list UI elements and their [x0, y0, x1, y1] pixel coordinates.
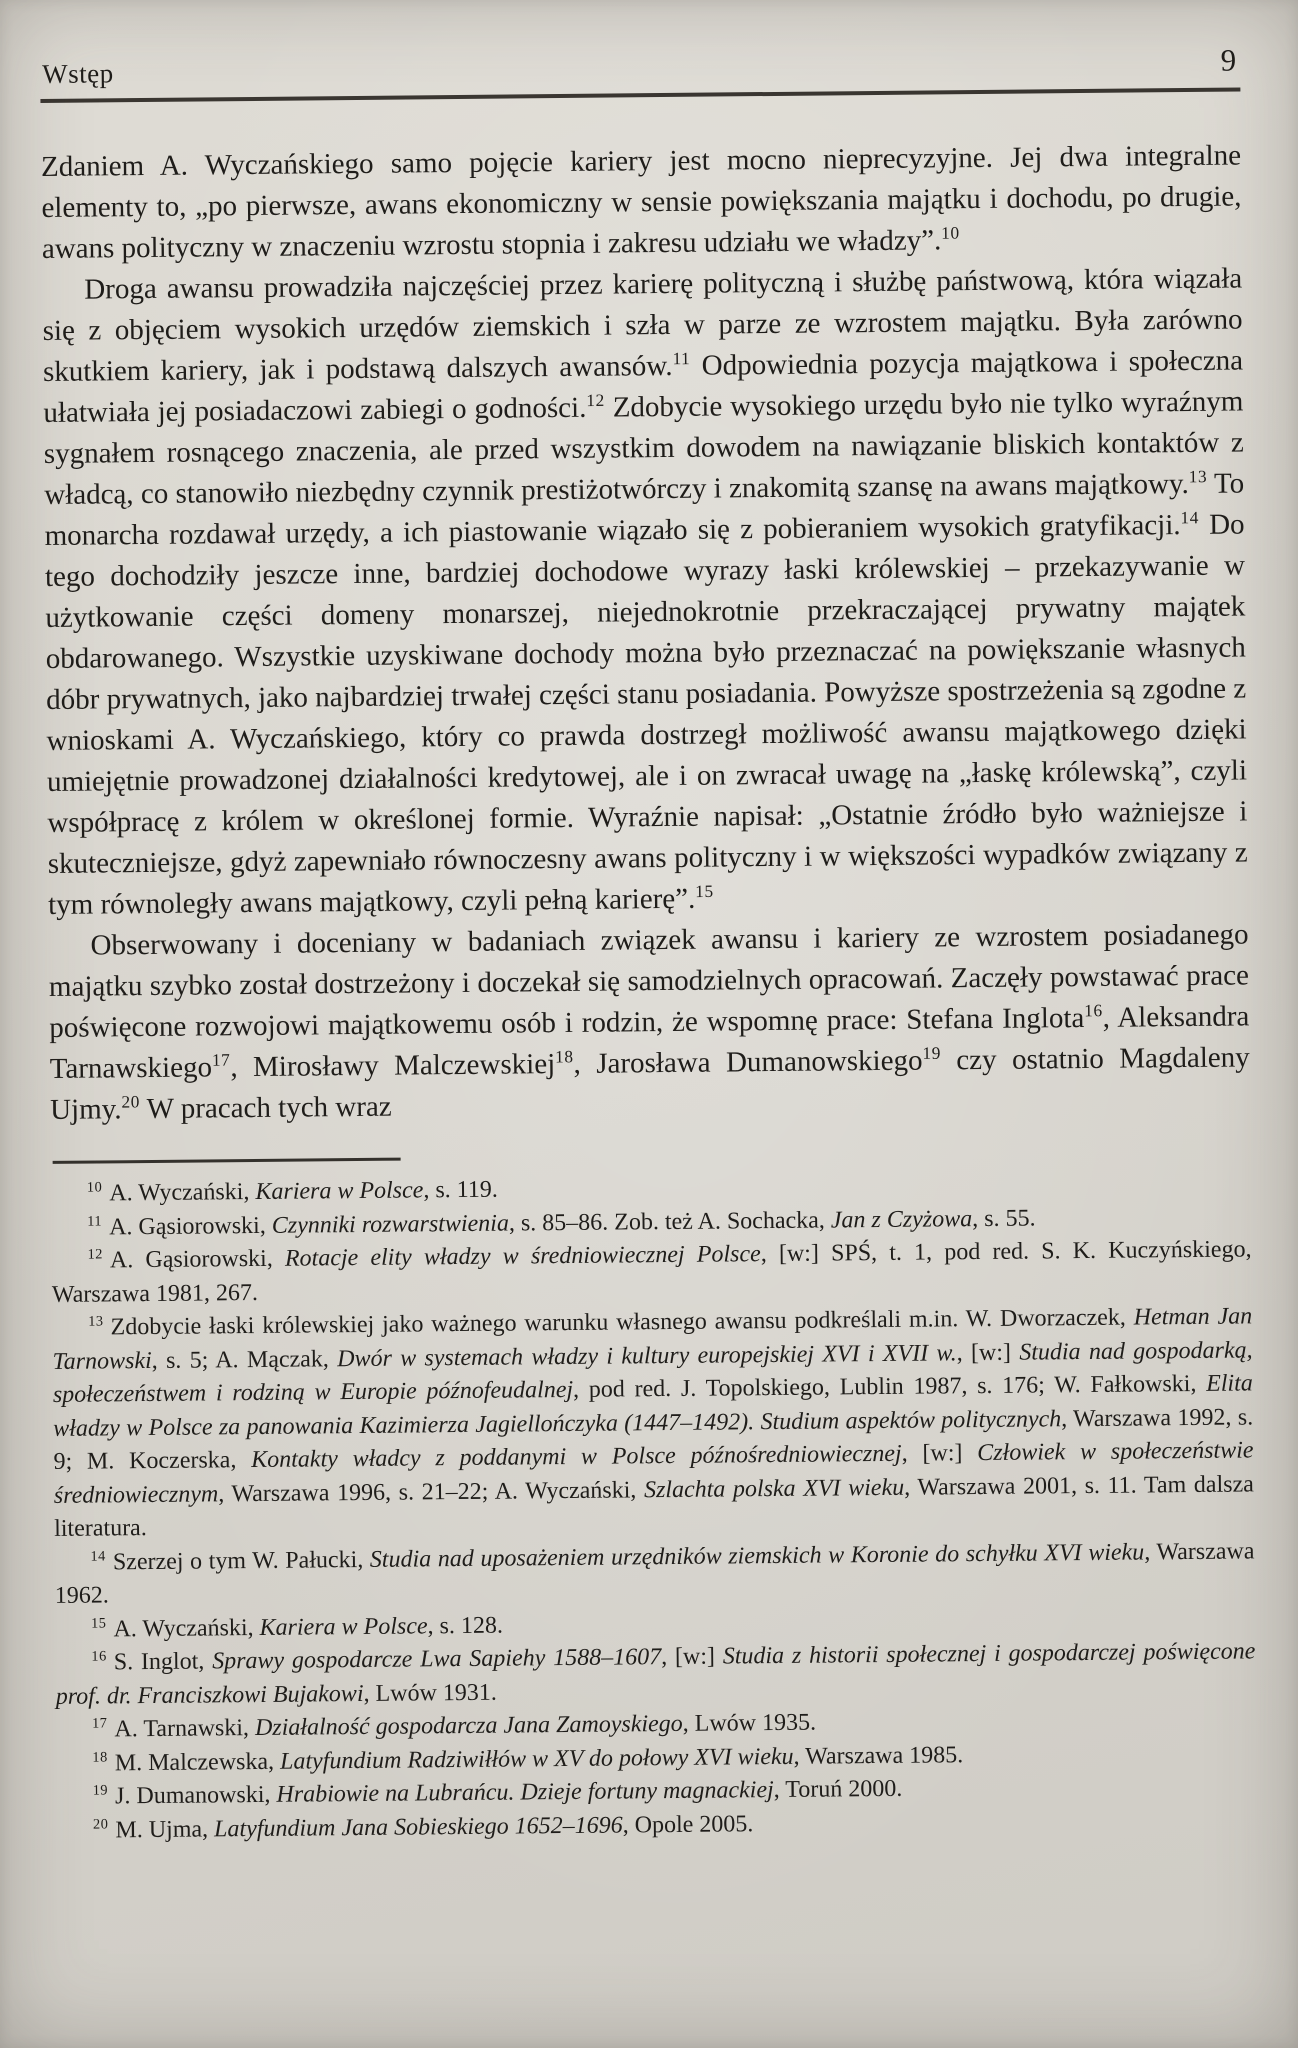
cited-title: Jan z Czyżowa [830, 1205, 973, 1233]
footnote-item: $^{10}$ A. Wyczański, Kariera w Polsce, s. 119. [86, 1176, 498, 1207]
cited-title: Rotacje elity władzy w średniowiecznej Polsce [284, 1241, 761, 1272]
footnote-number: 17 [91, 1715, 108, 1732]
footnote-item: $^{12}$ A. Gąsiorowski, Rotacje elity władzy w średniowiecznej Polsce, [w:] SPŚ, t. 1, pod red. S. K. Kuczyńskiego, Warszawa 1981, 267. [51, 1236, 1252, 1308]
footnote-ref: 10 [941, 222, 960, 243]
footnote-ref: 12 [586, 389, 605, 411]
footnote-number: 12 [87, 1246, 103, 1263]
footnote-number: 13 [88, 1313, 104, 1330]
body-paragraph: Zdaniem A. Wyczańskiego samo pojęcie kariery jest mocno nieprecyzyjne. Jej dwa integralne elementy to, „po pierwsze, awans ekonomiczny w sensie powiększania majątku i dochodu, po drugie, awans polityczny w znaczeniu wzrostu stopnia i zakresu udziału we władzy”.$^{10}$ [40, 139, 1242, 265]
footnote-item: $^{15}$ A. Wyczański, Kariera w Polsce, s. 128. [90, 1612, 504, 1642]
page-number: 9 [1220, 42, 1237, 78]
footnote-ref: 14 [1180, 507, 1199, 528]
footnote-item: $^{19}$ J. Dumanowski, Hrabiowie na Lubrańcu. Dzieje fortuny magnackiej, Toruń 2000. [92, 1775, 903, 1810]
cited-title: Hetman Jan Tarnowski [52, 1303, 1253, 1375]
cited-title: Studia nad uposażeniem urzędników ziemskich w Koronie do schyłku XVI wieku [369, 1538, 1145, 1573]
cited-title: Człowiek w społeczeństwie średniowiecznym [53, 1437, 1254, 1509]
cited-title: Sprawy gospodarcze Lwa Sapiehy 1588–1607 [212, 1644, 662, 1675]
footnote-number: 11 [87, 1212, 103, 1230]
cited-title: Latyfundium Radziwiłłów w XV do połowy XVI wieku [279, 1743, 794, 1775]
footnote-item: $^{18}$ M. Malczewska, Latyfundium Radziwiłłów w XV do połowy XVI wieku, Warszawa 1985. [92, 1741, 964, 1776]
running-head [40, 42, 1240, 103]
footnote-ref: 16 [1084, 1000, 1103, 1021]
cited-title: Czynniki rozwarstwienia [271, 1210, 510, 1239]
footnote-ref: 19 [922, 1042, 941, 1063]
section-title: Wstęp [42, 58, 114, 89]
cited-title: Hrabiowie na Lubrańcu. Dzieje fortuny magnackiej [276, 1777, 774, 1808]
body-text [41, 135, 1250, 1130]
cited-title: Kariera w Polsce [255, 1177, 424, 1205]
footnote-ref: 11 [672, 348, 691, 369]
footnote-item: $^{20}$ M. Ujma, Latyfundium Jana Sobieskiego 1652–1696, Opole 2005. [92, 1810, 754, 1843]
cited-title: Elita władzy w Polsce za panowania Kazimierza Jagiellończyka (1447–1492). Studium aspektów politycznych [53, 1370, 1253, 1442]
cited-title: Studia z historii społecznej i gospodarczej poświęcone prof. dr. Franciszkowi Bujakowi [55, 1638, 1256, 1710]
cited-title: Szlachta polska XVI wieku [643, 1474, 905, 1503]
footnote-number: 16 [91, 1648, 107, 1665]
footnote-ref: 18 [555, 1046, 574, 1067]
footnote-ref: 17 [211, 1049, 231, 1070]
cited-title: Działalność gospodarcza Jana Zamoyskiego [254, 1710, 683, 1742]
footnote-item: $^{17}$ A. Tarnawski, Działalność gospodarcza Jana Zamoyskiego, Lwów 1935. [91, 1709, 817, 1743]
footnote-ref: 13 [1188, 466, 1208, 487]
footnote-item: $^{14}$ Szerzej o tym W. Pałucki, Studia nad uposażeniem urzędników ziemskich w Koronie do schyłku XVI wieku, Warszawa 1962. [54, 1537, 1255, 1609]
cited-title: Kariera w Polsce [259, 1612, 428, 1641]
cited-title: Dwór w systemach władzy i kultury europejskiej XVI i XVII w. [337, 1339, 957, 1372]
footnote-separator [53, 1158, 401, 1164]
footnote-ref: 15 [695, 880, 714, 902]
footnote-number: 20 [92, 1815, 109, 1833]
footnote-number: 15 [90, 1614, 107, 1632]
footnote-number: 19 [92, 1782, 109, 1799]
footnotes [51, 1166, 1257, 1847]
cited-title: Studia nad gospodarką, społeczeństwem i rodziną w Europie późnofeudalnej [52, 1336, 1253, 1408]
cited-title: Latyfundium Jana Sobieskiego 1652–1696 [213, 1811, 623, 1842]
footnote-item: $^{16}$ S. Inglot, Sprawy gospodarcze Lwa Sapiehy 1588–1607, [w:] Studia z historii społecznej i gospodarczej poświęcone prof. dr. Franciszkowi Bujakowi, Lwów 1931. [55, 1638, 1256, 1710]
footnote-item: $^{13}$ Zdobycie łaski królewskiej jako ważnego warunku własnego awansu podkreślali m.in. W. Dworzaczek, Hetman Jan Tarnowski, s. 5; A. Mączak, Dwór w systemach władzy i kultury europejskiej XVI i XVII w., [w:] Studia nad gospodarką, społeczeństwem i rodziną w Europie późnofeudalnej, pod red. J. Topolskiego, Lublin 1987, s. 176; W. Fałkowski, Elita władzy w Polsce za panowania Kazimierza Jagiellończyka (1447–1492). Studium aspektów politycznych, Warszawa 1992, s. 9; M. Koczerska, Kontakty władcy z poddanymi w Polsce późnośredniowiecznej, [w:] Człowiek w społeczeństwie średniowiecznym, Warszawa 1996, s. 21–22; A. Wyczański, Szlachta polska XVI wieku, Warszawa 2001, s. 11. Tam dalsza literatura. [52, 1303, 1254, 1542]
footnote-number: 10 [86, 1179, 103, 1196]
footnote-number: 14 [90, 1547, 106, 1565]
body-paragraph: Droga awansu prowadziła najczęściej przez karierę polityczną i służbę państwową, która wiązała się z objęciem wysokich urzędów ziemskich i szła w parze ze wzrostem majątku. Była zarówno skutkiem kariery, jak i podstawą dalszych awansów.$^{11}$ Odpowiednia pozycja majątkowa i społeczna ułatwiała jej posiadaczowi zabiegi o godności.$^{12}$ Zdobycie wysokiego urzędu było nie tylko wyraźnym sygnałem rosnącego znaczenia, ale przed wszystkim dowodem na nawiązanie bliskich kontaktów z władcą, co stanowiło niezbędny czynnik prestiżotwórczy i znakomitą szansę na awans majątkowy.$^{13}$ To monarcha rozdawał urzędy, a ich piastowanie wiązało się z pobieraniem wysokich gratyfikacji.$^{14}$ Do tego dochodziły jeszcze inne, bardziej dochodowe wyrazy łaski królewskiej – przekazywanie w użytkowanie części domeny monarszej, niejednokrotnie przekraczającej prywatny majątek obdarowanego. Wszystkie uzyskiwane dochody można było przeznaczać na powiększanie własnych dóbr prywatnych, jako najbardziej trwałej części stanu posiadania. Powyższe spostrzeżenia są zgodne z wnioskami A. Wyczańskiego, który co prawda dostrzegł możliwość awansu majątkowego dzięki umiejętnie prowadzonej działalności kredytowej, ale i on zwracał uwagę na „łaskę królewską”, czyli współpracę z królem w określonej formie. Wyraźnie napisał: „Ostatnie źródło było ważniejsze i skuteczniejsze, gdyż zapewniało równoczesny awans polityczny i w większości wypadków związany z tym równoległy awans majątkowy, czyli pełną karierę”.$^{15}$ [42, 262, 1248, 921]
footnote-item: $^{11}$ A. Gąsiorowski, Czynniki rozwarstwienia, s. 85–86. Zob. też A. Sochacka, Jan z Czyżowa, s. 55. [87, 1204, 1036, 1240]
cited-title: Kontakty władcy z poddanymi w Polsce późnośredniowiecznej [251, 1440, 902, 1474]
footnote-ref: 20 [121, 1091, 140, 1112]
body-paragraph: Obserwowany i doceniany w badaniach związek awansu i kariery ze wzrostem posiadanego majątku szybko został dostrzeżony i doczekał się samodzielnych opracowań. Zaczęły powstawać prace poświęcone rozwojowi majątkowemu osób i rodzin, że wspomnę prace: Stefana Inglota$^{16}$, Aleksandra Tarnawskiego$^{17}$, Mirosławy Malczewskiej$^{18}$, Jarosława Dumanowskiego$^{19}$ czy ostatnio Magdaleny Ujmy.$^{20}$ W pracach tych wraz [48, 918, 1250, 1126]
footnote-number: 18 [92, 1748, 108, 1766]
page-content [40, 42, 1257, 1847]
